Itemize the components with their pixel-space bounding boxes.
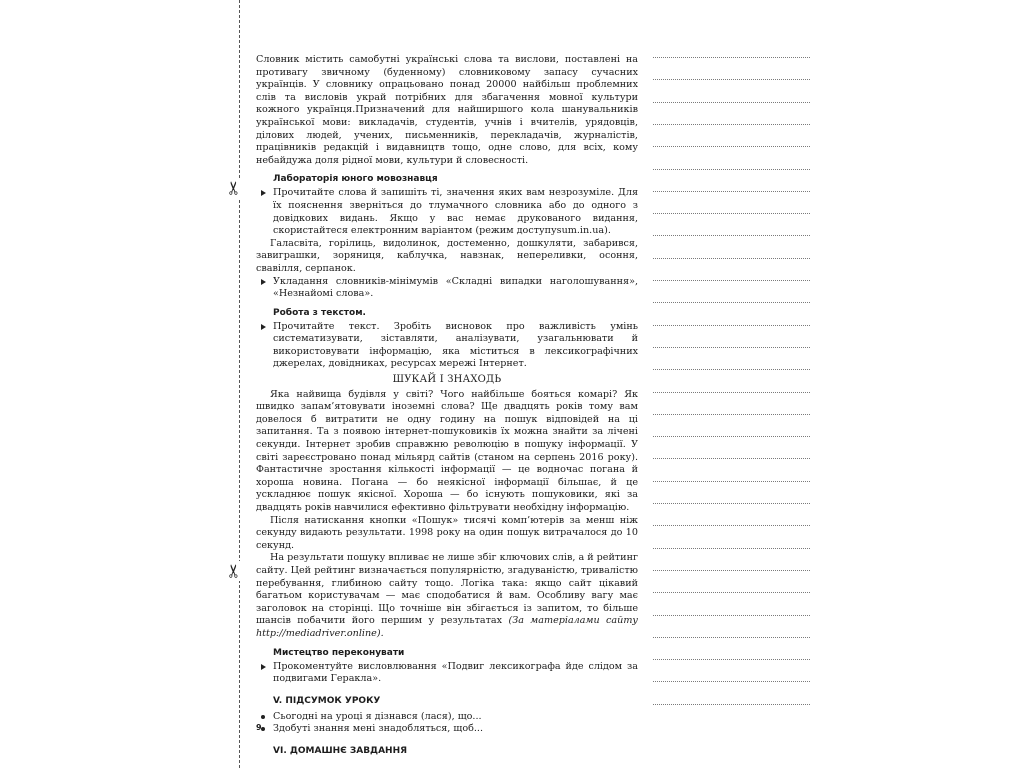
list-item-text: Здобуті знання мені знадобляться, щоб... <box>273 723 484 735</box>
section-summary-heading: V. ПІДСУМОК УРОКУ <box>273 695 381 706</box>
list-item-text: Сьогодні на уроці я дізнався (лася), що... <box>273 710 482 722</box>
lab-task <box>256 187 638 237</box>
note-line <box>653 347 810 348</box>
main-text-column <box>256 54 638 761</box>
lab-heading: Лабораторія юного мовознавця <box>273 174 438 185</box>
note-line <box>653 525 810 526</box>
article-paragraph: Яка найвища будівля у світі? Чого найбільше бояться комарі? Як швидко запам’ятовувати іноземні слова? Ще двадцять років тому вам довелося б витратити не одну годину на пошук відповідей на ці запитання. Та з появою інтернет-пошуковиків їх можна знайти за лічені секунди. Інтернет зробив справжню революцію в пошуку інформації. У світі зареєстровано понад мільярд сайтів (станом на серпень 2016 року). Фантастичне зростання кількості інформації — це водночас погана й хороша новина. Погана — бо неякісної інформації більшає, й це ускладнює пошук якісної. Хороша — бо існують пошуковики, які за двадцять років навчилися ефективно фільтрувати необхідну інформацію. <box>256 388 638 513</box>
word-list: Галасвіта, горілиць, видолинок, достеменно, дошкуляти, забарився, завиграшки, зоряниця, каблучка, навзнак, непереливки, осоння, свавілля, серпанок. <box>256 237 638 274</box>
lab-task-text: Прочитайте слова й запишіть ті, значення яких вам незрозуміле. Для їх пояснення зверніться до тлумачного словника або до одного з довідкових видань. Якщо у вас немає друкованого видання, скористайтеся електронним варіантом (режим доступуsum.in.ua). <box>273 187 638 237</box>
note-line <box>653 615 810 616</box>
note-line <box>653 102 810 103</box>
note-line <box>653 79 810 80</box>
triangle-bullet-icon <box>261 279 266 285</box>
note-line <box>653 213 810 214</box>
note-line <box>653 325 810 326</box>
scissors-icon: ✂ <box>225 178 245 198</box>
page-number: 9 <box>256 723 262 732</box>
note-line <box>653 258 810 259</box>
persuasion-task <box>256 661 638 686</box>
note-line <box>653 57 810 58</box>
note-line <box>653 503 810 504</box>
note-line <box>653 414 810 415</box>
note-line <box>653 681 810 682</box>
article-paragraph-text: На результати пошуку впливає не лише збіг ключових слів, а й рейтинг сайту. Цей рейтинг визначається популярністю, згадуваністю, тривалістю перебування, глибиною сайту тощо. Логіка така: якщо сайт цікавий багатьом користувачам — має сподобатися й вам. Особливу вагу має заголовок на сторінці. Що точніше він збігається із запитом, то більше шансів побачити його першим у результатах <box>256 552 638 627</box>
triangle-bullet-icon <box>261 664 266 670</box>
note-line <box>653 637 810 638</box>
article-title: ШУКАЙ І ЗНАХОДЬ <box>392 374 502 386</box>
minimum-task <box>256 276 638 301</box>
note-line <box>653 436 810 437</box>
note-line <box>653 146 810 147</box>
section-homework-heading: VI. ДОМАШНЄ ЗАВДАННЯ <box>273 745 408 756</box>
article-source: (За матеріалами сайту http://mediadriver.online). <box>256 615 638 639</box>
text-heading: Робота з текстом. <box>273 307 366 318</box>
article-paragraph: Після натискання кнопки «Пошук» тисячі комп’ютерів за менш ніж секунду видають результати. 1998 року на один пошук витрачалося до 10 секунд. <box>256 514 638 551</box>
persuasion-heading: Мистецтво переконувати <box>273 647 405 658</box>
minimum-task-text: Укладання словників-мінімумів «Складні випадки наголошування», «Незнайомі слова». <box>273 275 638 300</box>
note-line <box>653 369 810 370</box>
note-line <box>653 302 810 303</box>
note-line <box>653 704 810 705</box>
persuasion-task-text: Прокоментуйте висловлювання «Подвиг лексикографа йде слідом за подвигами Геракла». <box>273 660 638 685</box>
note-line <box>653 570 810 571</box>
text-task-text: Прочитайте текст. Зробіть висновок про важливість умінь систематизувати, зіставляти, аналізувати, узагальнювати й використовувати інформацію, яка міститься в лексикографічних джерелах, довідниках, ресурсах мережі Інтернет. <box>273 320 638 370</box>
list-item <box>256 711 638 724</box>
note-line <box>653 659 810 660</box>
triangle-bullet-icon <box>261 190 266 196</box>
triangle-bullet-icon <box>261 324 266 330</box>
article-paragraph <box>256 552 638 640</box>
text-task <box>256 321 638 371</box>
note-line <box>653 548 810 549</box>
note-line <box>653 169 810 170</box>
note-line <box>653 280 810 281</box>
note-line <box>653 592 810 593</box>
notes-column <box>653 0 810 768</box>
note-line <box>653 458 810 459</box>
cut-line <box>239 0 240 768</box>
note-line <box>653 124 810 125</box>
note-line <box>653 481 810 482</box>
dot-bullet-icon <box>261 715 265 719</box>
note-line <box>653 191 810 192</box>
note-line <box>653 392 810 393</box>
scissors-icon: ✂ <box>225 561 245 581</box>
note-line <box>653 235 810 236</box>
intro-paragraph: Словник містить самобутні українські слова та вислови, поставлені на противагу звичному (буденному) словниковому запасу сучасних українців. У словнику опрацьовано понад 20000 найбільш проблемних слів та висловів украй потрібних для збагачення мовної культури кожного українця.Призначений для найширшого кола шанувальників української мови: викладачів, студентів, учнів і вчителів, урядовців, ділових людей, учених, письменників, перекладачів, журналістів, працівників редакцій і видавництв тощо, одне слово, для всіх, кому небайдужа доля рідної мови, культури й словесності. <box>256 54 638 166</box>
list-item <box>256 723 638 736</box>
